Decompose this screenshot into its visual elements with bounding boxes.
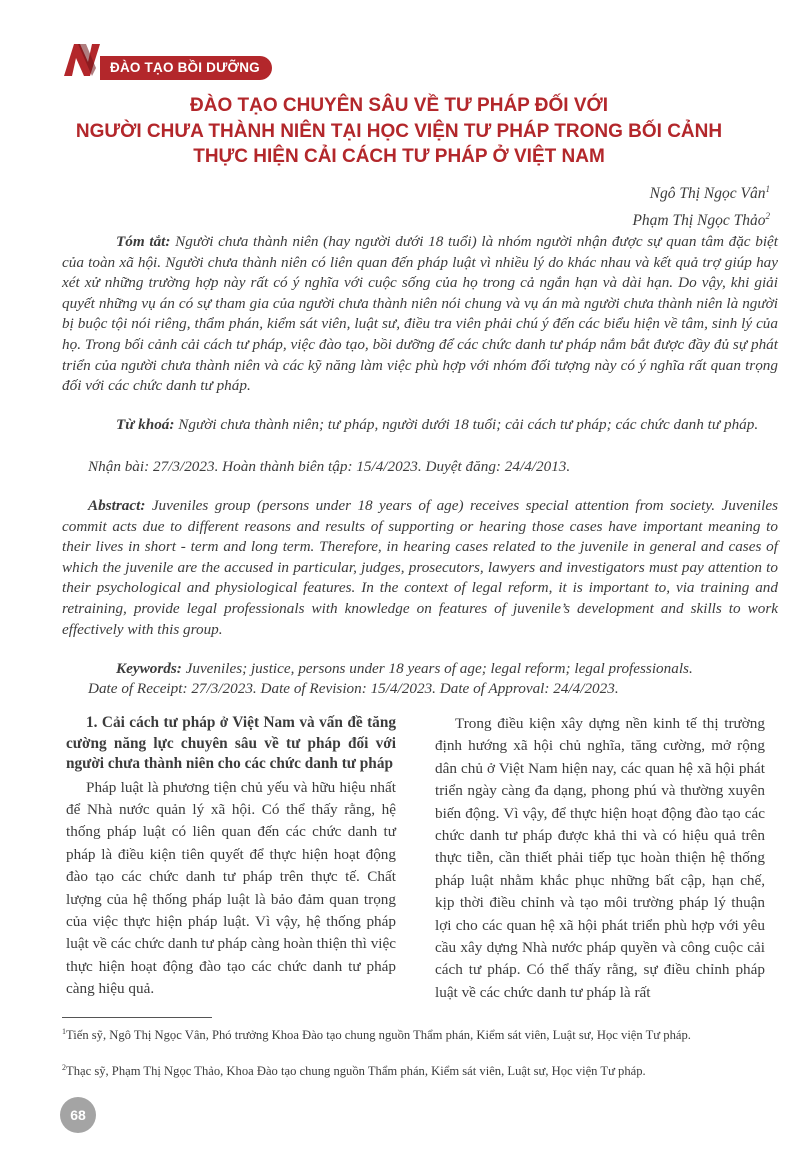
en-abstract <box>62 496 778 640</box>
en-keywords <box>62 659 778 680</box>
vi-summary-label: Tóm tắt: <box>116 233 171 250</box>
title-line-2: NGƯỜI CHƯA THÀNH NIÊN TẠI HỌC VIỆN TƯ PHÁP TRONG BỐI CẢNH <box>75 120 723 142</box>
en-abstract-text: Juveniles group (persons under 18 years of age) receives special attention from society. Juveniles commit acts due to different reasons and results of supporting or hearing those cases have important meaning to their lives in short - term and long term. Therefore, in hearing cases related to the juvenile in general and cases of which the juvenile are the accused in particular, judges, prosecutors, lawyers and investigators must pay attention to their psychological and physiological features. In the context of legal reform, it is important to, via training and retraining, provide legal professionals with knowledge on features of juvenile’s development and skills to work effectively with this group. <box>62 497 779 638</box>
article-title <box>40 93 758 170</box>
en-keywords-label: Keywords: <box>116 660 182 677</box>
en-keywords-text: Juveniles; justice, persons under 18 years of age; legal reform; legal professionals. <box>185 660 693 677</box>
left-column <box>66 713 396 1001</box>
vi-summary-text: Người chưa thành niên (hay người dưới 18 tuổi) là nhóm người nhận được sự quan tâm đặc biệt của toàn xã hội. Người chưa thành niên có liên quan đến pháp luật vì nhiều lý do khác nhau và kết quả trợ giúp hay xét xử những trường hợp này rất có ý nghĩa với cuộc sống của họ trong cả ngắn hạn và dài hạn. Do vậy, khi giải quyết những vụ án có sự tham gia của người chưa thành niên nói chung và vụ án mà người chưa thành niên là người bị buộc tội nói riêng, thẩm phán, kiểm sát viên, luật sư, điều tra viên phải chú ý đến các biểu hiện về tâm, sinh lý của họ. Trong bối cảnh cải cách tư pháp, việc đào tạo, bồi dưỡng để các chức danh tư pháp nắm bắt được đầy đủ sự phát triển của người chưa thành niên và các kỹ năng làm việc phù hợp với nhóm đối tượng này có ý nghĩa rất quan trọng đối với các chức danh tư pháp. <box>62 233 778 395</box>
right-paragraph: Trong điều kiện xây dựng nền kinh tế thị trường định hướng xã hội chủ nghĩa, tăng cường, mở rộng dân chủ ở Việt Nam hiện nay, các quan hệ xã hội phát triển ngày càng đa dạng, phong phú và thường xuyên biến động. Vì vậy, để thực hiện hoạt động đào tạo các chức danh tư pháp được khả thi và có hiệu quả trên thực tiễn, cần thiết phải tiếp tục hoàn thiện hệ thống pháp luật nhằm khắc phục những bất cập, hạn chế, kịp thời điều chỉnh và tạo môi trường pháp lý thuận lợi cho các quan hệ xã hội phát triển phù hợp với yêu cầu xây dựng Nhà nước pháp quyền và công cuộc cải cách tư pháp. Có thể thấy rằng, sự điều chỉnh pháp luật về các chức danh tư pháp là rất <box>435 715 765 1001</box>
vi-keywords-label: Từ khoá: <box>116 416 175 433</box>
vi-dates: Nhận bài: 27/3/2023. Hoàn thành biên tập: 15/4/2023. Duyệt đăng: 24/4/2013. <box>88 458 571 475</box>
right-column <box>435 713 765 1004</box>
footnote-1: $^1$Tiến sỹ, Ngô Thị Ngọc Vân, Phó trưởng Khoa Đào tạo chung nguồn Thẩm phán, Kiểm sát viên, Luật sư, Học viện Tư pháp. <box>62 1027 691 1043</box>
footnote-divider <box>62 1017 212 1018</box>
vi-keywords <box>62 415 778 436</box>
footnote-2: $^2$Thạc sỹ, Phạm Thị Ngọc Thảo, Khoa Đào tạo chung nguồn Thẩm phán, Kiểm sát viên, Luật sư, Học viện Tư pháp. <box>62 1063 646 1079</box>
title-line-3: THỰC HIỆN CẢI CÁCH TƯ PHÁP Ở VIỆT NAM <box>193 146 605 167</box>
title-line-1: ĐÀO TẠO CHUYÊN SÂU VỀ TƯ PHÁP ĐỐI VỚI <box>190 95 608 116</box>
vi-summary <box>62 232 778 397</box>
en-dates: Date of Receipt: 27/3/2023. Date of Revision: 15/4/2023. Date of Approval: 24/4/2023. <box>88 680 619 697</box>
en-abstract-label: Abstract: <box>88 497 146 514</box>
left-paragraph: Pháp luật là phương tiện chủ yếu và hữu hiệu nhất để Nhà nước quản lý xã hội. Có thể thấy rằng, hệ thống pháp luật có liên quan đến các chức danh tư pháp là điều kiện tiên quyết để thực hiện hoạt động đào tạo các chức danh tư pháp trên thực tế. Chất lượng của hệ thống pháp luật là bảo đảm quan trọng của việc thực hiện pháp luật. Vì vậy, hệ thống pháp luật về các chức danh tư pháp càng hoàn thiện thì việc thực hiện hoạt động đào tạo các chức danh tư pháp càng hiệu quả. <box>66 778 396 998</box>
page-number-badge: 68 <box>60 1097 96 1133</box>
vi-keywords-text: Người chưa thành niên; tư pháp, người dưới 18 tuổi; cải cách tư pháp; các chức danh tư pháp. <box>178 416 759 433</box>
author-1: Ngô Thị Ngọc Vân$^1$ <box>649 184 770 203</box>
author-2: Phạm Thị Ngọc Thảo$^2$ <box>632 211 770 230</box>
section-heading: 1. Cải cách tư pháp ở Việt Nam và vấn đề tăng cường năng lực chuyên sâu về tư pháp đối với người chưa thành niên cho các chức danh tư pháp <box>66 714 396 772</box>
authors <box>632 178 770 232</box>
section-tag: ĐÀO TẠO BỒI DƯỠNG <box>100 56 272 80</box>
